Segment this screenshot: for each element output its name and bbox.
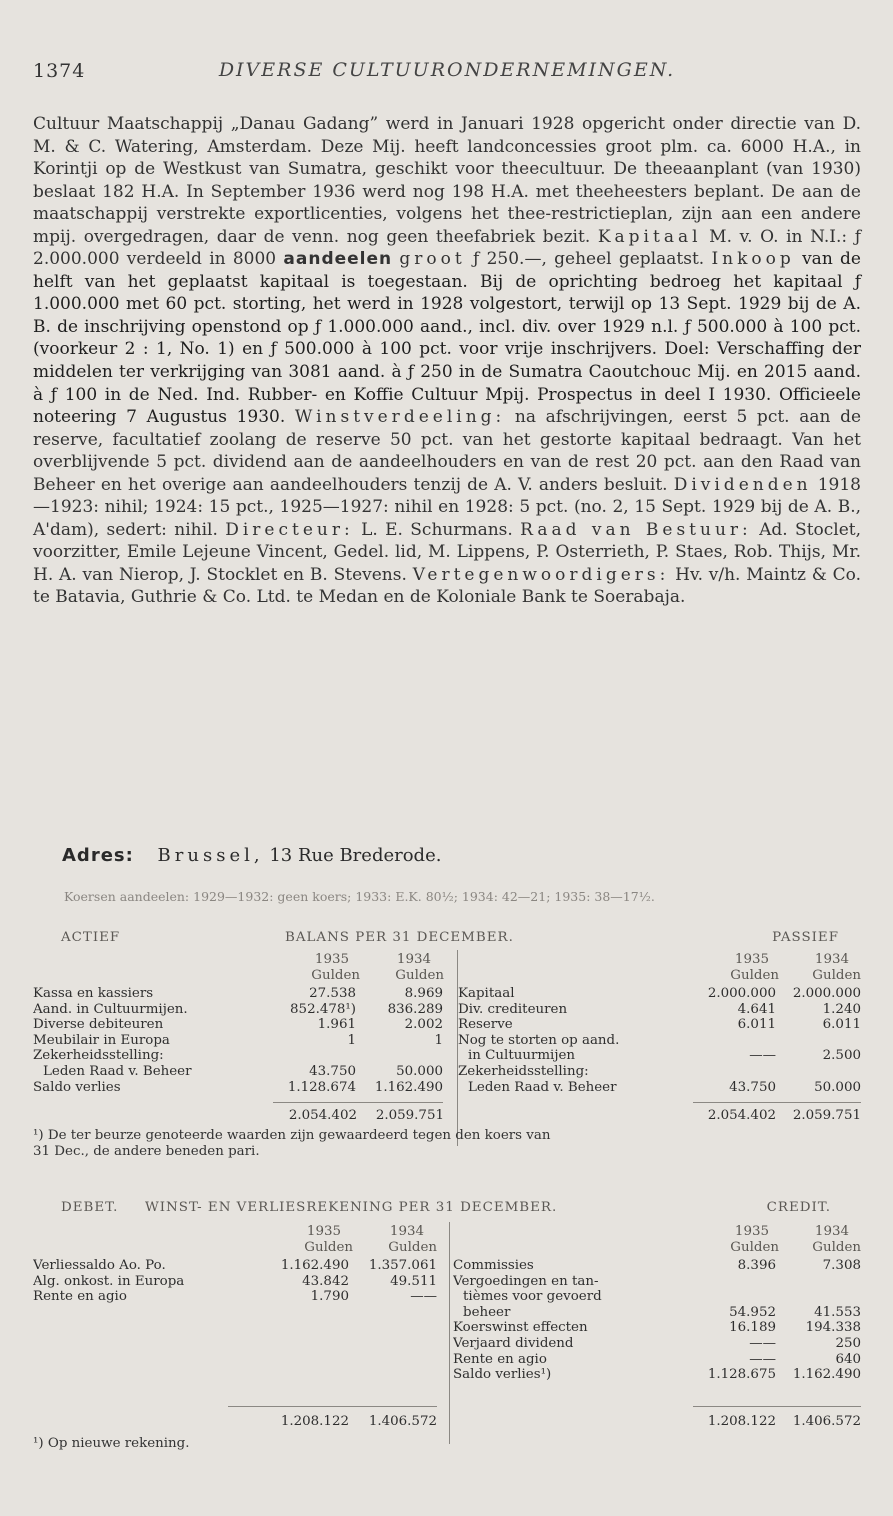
table-row (458, 1017, 861, 1033)
dividenden-label: Dividenden (673, 474, 812, 495)
row-label: Rente en agio (453, 1351, 547, 1367)
actief-label: ACTIEF (61, 930, 121, 945)
table-row (33, 1002, 443, 1018)
total-value: 1.208.122 (707, 1414, 776, 1429)
intro-text: Cultuur Maatschappij „Danau Gadang” werd in Januari 1928 opgericht onder directie van D. M. & C. Watering, Amsterdam. Deze Mij. heeft landconcessies groot plm. ca. 6000 H.A., in Korintji op de Westkust van Sumatra, geschikt voor theecultuur. De theeaanplant (van 1930) beslaat 182 H.A. In September 1936 werd nog 198 H.A. met theeheesters beplant. De aan de maatschappij verstrekte exportlicenties, volgens het thee-restrictieplan, zijn aan een andere mpij. overgedragen, daar de venn. nog geen theefabriek bezit. (33, 114, 861, 247)
total-value: 2.054.402 (288, 1108, 357, 1123)
row-label: Div. crediteuren (458, 1001, 568, 1017)
table-row (453, 1320, 861, 1336)
debet-list (33, 1258, 437, 1305)
table-row (453, 1367, 861, 1383)
directeur-label: Directeur: (225, 519, 354, 540)
credit-year-header (688, 1224, 861, 1255)
winstverdeeling-label: Winstverdeeling: (294, 407, 506, 428)
value-previous-year: 1.240 (822, 1001, 861, 1017)
profit-loss-header (33, 1200, 861, 1218)
table-row (453, 1352, 861, 1368)
value-previous-year: 50.000 (814, 1079, 861, 1095)
row-label: Alg. onkost. in Europa (33, 1273, 185, 1289)
value-previous-year: 8.969 (404, 986, 443, 1001)
table-row (453, 1274, 861, 1290)
value-previous-year: 640 (835, 1351, 861, 1367)
value-current-year: 1 (347, 1032, 356, 1048)
table-row (33, 986, 443, 1002)
table-row (33, 1289, 437, 1305)
row-label: Vergoedingen en tan- (453, 1273, 599, 1289)
profit-loss-divider (449, 1222, 450, 1444)
passief-total (688, 1108, 861, 1124)
row-label: in Cultuurmijen (468, 1048, 576, 1064)
winstverdeeling-text: na afschrijvingen, eerst 5 pct. aan de reserve, facultatief zoolang de reserve 50 pct. van het gestorte kapitaal bedraagt. Van het overblijvende 5 pct. dividend aan de aandeelhouders en van de rest 20 pct. aan den Raad van Beheer en het overige aan aandeelhouders tenzij de A. V. anders besluit. (33, 407, 862, 495)
value-current-year: 43.750 (729, 1079, 776, 1095)
table-row (453, 1305, 861, 1321)
table-row (453, 1289, 861, 1305)
row-label: Commissies (453, 1258, 534, 1273)
unit-label: Gulden (730, 967, 779, 983)
table-row (33, 1274, 437, 1290)
value-previous-year: 836.289 (387, 1001, 443, 1017)
profit-loss-footnote: ¹) Op nieuwe rekening. (33, 1436, 190, 1451)
unit-label: Gulden (388, 1239, 437, 1255)
address-street: 13 Rue Brederode. (269, 845, 442, 866)
row-label: Kassa en kassiers (33, 986, 154, 1001)
value-current-year: 1.961 (317, 1017, 356, 1033)
value-previous-year: 250 (835, 1335, 861, 1351)
balance-header (33, 930, 861, 948)
address-label: Adres: (62, 845, 134, 866)
value-current-year: —— (749, 1048, 776, 1064)
table-row (33, 1080, 443, 1096)
credit-total-rule (693, 1406, 861, 1407)
row-label: Saldo verlies¹) (453, 1367, 552, 1383)
row-label: Nog te storten op aand. (458, 1032, 620, 1048)
inkoop-label: Inkoop (711, 249, 795, 270)
value-previous-year: 194.338 (805, 1320, 861, 1336)
total-value: 1.406.572 (368, 1414, 437, 1429)
balance-footnote (33, 1128, 861, 1160)
row-label: Verliessaldo Ao. Po. (33, 1258, 166, 1273)
passief-total-rule (693, 1102, 861, 1103)
unit-label: Gulden (304, 1239, 353, 1255)
table-row (33, 1048, 443, 1064)
balance-sheet (33, 930, 861, 1175)
row-label: Rente en agio (33, 1289, 127, 1305)
aandeelen-label: aandeelen (283, 249, 393, 270)
dividenden-text: 1918—1923: nihil; 1924: 15 pct., 1925—1927: nihil en 1928: 5 pct. (no. 2, 15 Sept. 1929 bij de A. B., A'dam), sedert: nihil. (33, 474, 861, 540)
value-current-year: 6.011 (737, 1017, 776, 1033)
running-head (33, 58, 861, 86)
history-text: van de helft van het geplaatst kapitaal is toegestaan. Bij de oprichting bedroeg het kapitaal ƒ 1.000.000 met 60 pct. storting, het werd in 1928 volgestort, terwijl op 13 Sept. 1929 bij de A. B. de inschrijving openstond op ƒ 1.000.000 aand., incl. div. over 1929 n.l. ƒ 500.000 à 100 pct. (voorkeur 2 : 1, No. 1) en ƒ 500.000 à 100 pct. voor vrije inschrijvers. Doel: Verschaffing der middelen ter verkrijging van 3081 aand. à ƒ 250 in de Sumatra Caoutchouc Mij. en 2015 aand. à ƒ 100 in de Ned. Ind. Rubber- en Koffie Cultuur Mpij. Prospectus in deel I 1930. Officieele noteering 7 Augustus 1930. (33, 249, 861, 428)
vertegenwoordigers-label: Vertegenwoordigers: (412, 564, 670, 585)
balance-title: BALANS PER 31 DECEMBER. (285, 930, 514, 945)
groot-label: groot (399, 249, 466, 270)
kapitaal-text: M. v. O. in N.I.: ƒ 2.000.000 verdeeld in 8000 (33, 226, 862, 270)
table-row (33, 1258, 437, 1274)
row-label: Kapitaal (458, 986, 515, 1001)
value-previous-year: 2.002 (404, 1017, 443, 1033)
debet-label: DEBET. (61, 1200, 119, 1215)
passief-list (458, 986, 861, 1095)
vertegenwoordigers-text: Hv. v/h. Maintz & Co. te Batavia, Guthrie & Co. Ltd. te Medan en de Koloniale Bank te Soerabaja. (33, 564, 862, 608)
row-label: Verjaard dividend (453, 1335, 574, 1351)
actief-list (33, 986, 443, 1095)
value-previous-year: 1.162.490 (792, 1367, 861, 1383)
row-label: Koerswinst effecten (453, 1320, 588, 1336)
value-current-year: 2.000.000 (707, 986, 776, 1001)
value-current-year: 27.538 (309, 986, 356, 1001)
description-paragraph (33, 113, 861, 609)
unit-label: Gulden (730, 1239, 779, 1255)
year-label: 1935 (734, 952, 769, 967)
row-label: Diverse debiteuren (33, 1017, 164, 1033)
year-label: 1935 (314, 952, 349, 967)
footnote-line: 31 Dec., de andere beneden pari. (33, 1144, 260, 1159)
table-row (458, 1033, 861, 1049)
value-current-year: —— (749, 1335, 776, 1351)
row-label: Meubilair in Europa (33, 1032, 170, 1048)
actief-year-header (269, 952, 444, 983)
share-prices: Koersen aandeelen: 1929—1932: geen koers; 1933: E.K. 80½; 1934: 42—21; 1935: 38—17½. (64, 889, 655, 904)
table-row (458, 986, 861, 1002)
debet-total (269, 1414, 437, 1430)
year-label: 1934 (396, 952, 431, 967)
value-current-year: 1.162.490 (280, 1258, 349, 1273)
page-number: 1374 (33, 60, 86, 82)
value-current-year: 1.128.675 (707, 1367, 776, 1383)
total-value: 1.406.572 (792, 1414, 861, 1429)
row-label: Zekerheidsstelling: (458, 1063, 589, 1079)
value-previous-year: 1.162.490 (374, 1079, 443, 1095)
year-label: 1934 (814, 952, 849, 967)
value-current-year: 8.396 (737, 1258, 776, 1273)
table-row (33, 1017, 443, 1033)
value-current-year: 54.952 (729, 1304, 776, 1320)
credit-list (453, 1258, 861, 1383)
raad-label: Raad van Bestuur: (520, 519, 752, 540)
table-row (458, 1048, 861, 1064)
debet-year-header (269, 1224, 437, 1255)
year-label: 1934 (389, 1224, 424, 1239)
footnote-line: ¹) De ter beurze genoteerde waarden zijn gewaardeerd tegen den koers van (33, 1128, 551, 1143)
actief-total (269, 1108, 444, 1124)
actief-total-rule (273, 1102, 443, 1103)
credit-label: CREDIT. (766, 1200, 831, 1215)
row-label: tièmes voor gevoerd (463, 1289, 602, 1305)
value-previous-year: 7.308 (822, 1258, 861, 1273)
value-previous-year: 49.511 (390, 1273, 437, 1289)
directeur-text: L. E. Schurmans. (361, 519, 513, 540)
passief-label: PASSIEF (772, 930, 839, 945)
value-previous-year: 1 (434, 1032, 443, 1048)
address-line (62, 845, 441, 866)
table-row (33, 1064, 443, 1080)
row-label: Leden Raad v. Beheer (43, 1063, 192, 1079)
value-previous-year: 2.000.000 (792, 986, 861, 1001)
table-row (458, 1080, 861, 1096)
table-row (458, 1002, 861, 1018)
table-row (458, 1064, 861, 1080)
row-label: Reserve (458, 1017, 513, 1033)
value-current-year: 43.750 (309, 1063, 356, 1079)
value-current-year: 4.641 (737, 1001, 776, 1017)
row-label: Saldo verlies (33, 1079, 121, 1095)
year-label: 1934 (814, 1224, 849, 1239)
value-current-year: 43.842 (302, 1273, 349, 1289)
total-value: 2.059.751 (792, 1108, 861, 1123)
value-previous-year: 41.553 (814, 1304, 861, 1320)
profit-loss-title: WINST- EN VERLIESREKENING PER 31 DECEMBER. (145, 1200, 558, 1215)
debet-total-rule (228, 1406, 437, 1407)
total-value: 2.054.402 (707, 1108, 776, 1123)
kapitaal-label: Kapitaal (597, 226, 702, 247)
year-label: 1935 (306, 1224, 341, 1239)
value-current-year: —— (749, 1351, 776, 1367)
value-previous-year: 50.000 (396, 1063, 443, 1079)
row-label: Leden Raad v. Beheer (468, 1079, 617, 1095)
unit-label: Gulden (311, 967, 360, 983)
value-previous-year: 1.357.061 (368, 1258, 437, 1273)
passief-year-header (688, 952, 861, 983)
running-title: DIVERSE CULTUURONDERNEMINGEN. (218, 59, 676, 81)
value-current-year: 1.790 (310, 1289, 349, 1305)
company-description (33, 113, 861, 609)
row-label: Aand. in Cultuurmijen. (33, 1001, 188, 1017)
total-value: 2.059.751 (375, 1108, 444, 1123)
raad-text: Ad. Stoclet, voorzitter, Emile Lejeune Vincent, Gedel. lid, M. Lippens, P. Osterrieth, P. Staes, Rob. Thijs, Mr. H. A. van Nierop, J. Stocklet en B. Stevens. (33, 519, 862, 585)
value-current-year: 1.128.674 (287, 1079, 356, 1095)
year-label: 1935 (734, 1224, 769, 1239)
value-previous-year: 2.500 (822, 1048, 861, 1064)
unit-label: Gulden (812, 967, 861, 983)
profit-loss-account (33, 1200, 861, 1465)
table-row (453, 1336, 861, 1352)
value-current-year: 852.478¹) (290, 1001, 356, 1017)
groot-text: ƒ 250.—, geheel geplaatst. (473, 249, 705, 270)
value-previous-year: —— (410, 1289, 437, 1305)
address-city: Brussel, (157, 845, 264, 866)
credit-total (688, 1414, 861, 1430)
row-label: beheer (463, 1304, 511, 1320)
total-value: 1.208.122 (280, 1414, 349, 1429)
row-label: Zekerheidsstelling: (33, 1048, 164, 1064)
table-row (33, 1033, 443, 1049)
unit-label: Gulden (395, 967, 444, 983)
value-previous-year: 6.011 (822, 1017, 861, 1033)
value-current-year: 16.189 (729, 1320, 776, 1336)
table-row (453, 1258, 861, 1274)
unit-label: Gulden (812, 1239, 861, 1255)
